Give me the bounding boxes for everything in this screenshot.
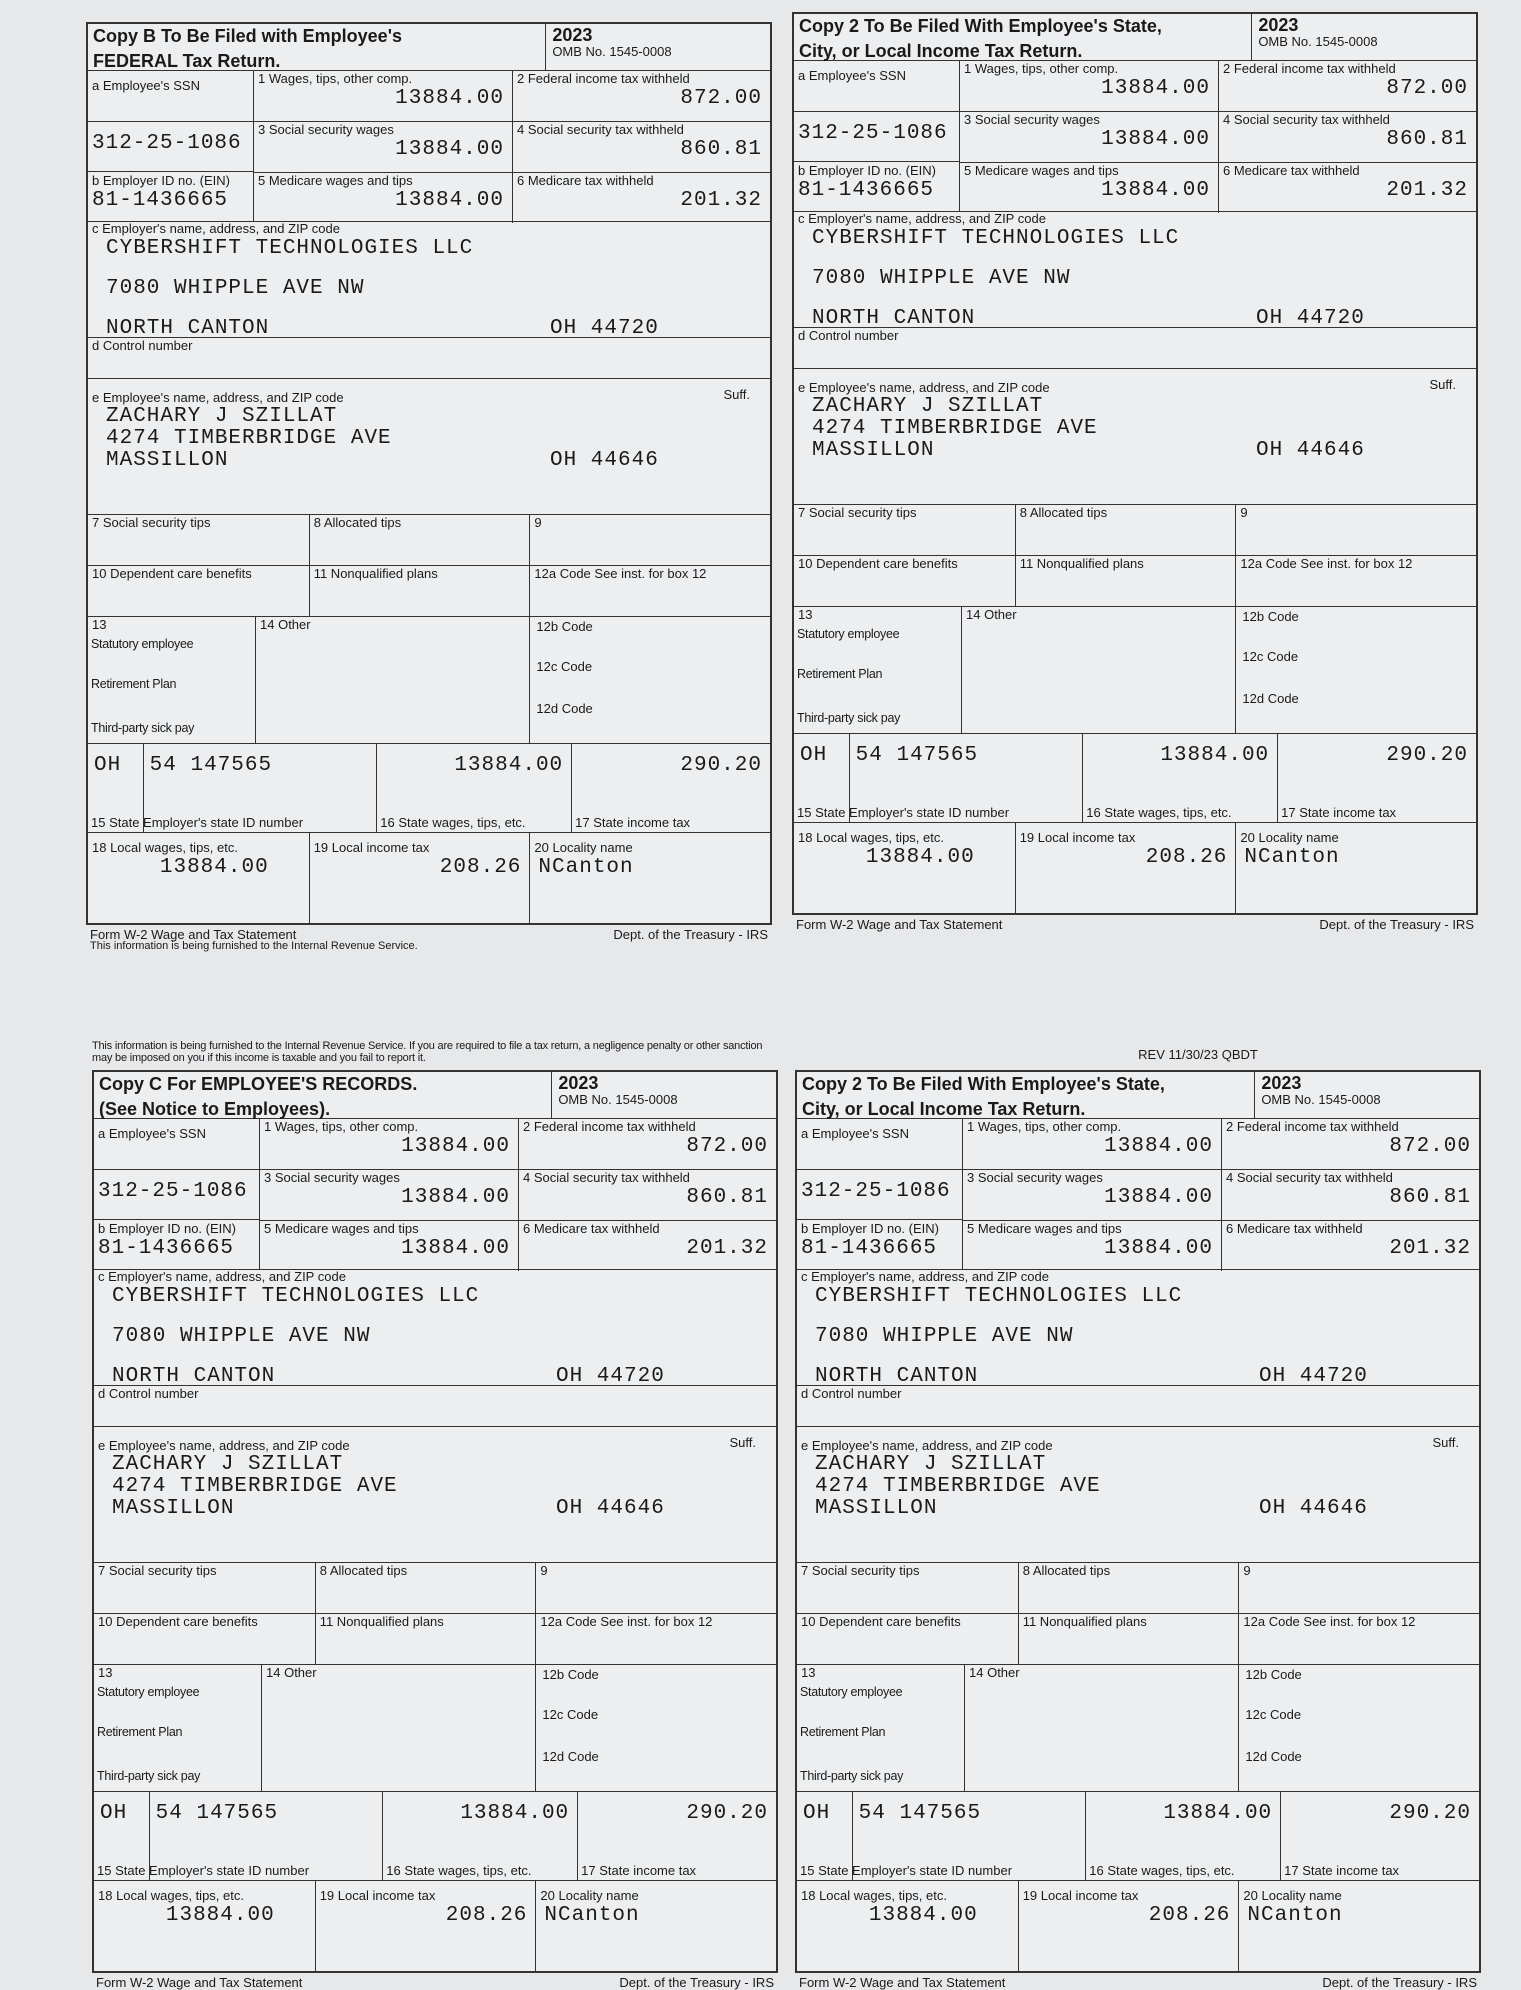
box12b-label: 12b Code bbox=[536, 619, 593, 634]
employee-street: 4274 TIMBERBRIDGE AVE bbox=[815, 1475, 1101, 1498]
employee-city: MASSILLON bbox=[812, 439, 935, 462]
form-header bbox=[797, 1072, 1479, 1118]
state-wages-value: 13884.00 bbox=[1163, 1802, 1273, 1825]
box3-label: 3 Social security wages bbox=[964, 112, 1100, 127]
ssn-label: a Employee's SSN bbox=[798, 68, 906, 83]
copy-title: Copy C For EMPLOYEE'S RECORDS. bbox=[99, 1074, 418, 1094]
box6-label: 6 Medicare tax withheld bbox=[1226, 1221, 1363, 1236]
box4-value: 860.81 bbox=[680, 138, 762, 161]
tax-year: 2023 bbox=[1258, 15, 1299, 35]
box19-label: 19 Local income tax bbox=[319, 1888, 436, 1903]
box15-label: 15 State Employer's state ID number bbox=[97, 1863, 310, 1878]
box6-value: 201.32 bbox=[1389, 1237, 1471, 1260]
employee-city: MASSILLON bbox=[112, 1497, 235, 1520]
ein-label: b Employer ID no. (EIN) bbox=[92, 173, 230, 188]
box1-value: 13884.00 bbox=[395, 87, 504, 110]
box2-value: 872.00 bbox=[1386, 77, 1468, 100]
box12d-label: 12d Code bbox=[536, 701, 593, 716]
box2-label: 2 Federal income tax withheld bbox=[1223, 61, 1396, 76]
employee-label: e Employee's name, address, and ZIP code bbox=[801, 1438, 1053, 1453]
box14-label: 14 Other bbox=[266, 1665, 317, 1680]
ein-value: 81-1436665 bbox=[92, 189, 229, 212]
statutory-employee-label: Statutory employee bbox=[91, 637, 194, 651]
w2-copy-b bbox=[86, 22, 772, 952]
employee-name: ZACHARY J SZILLAT bbox=[106, 405, 338, 428]
box4-value: 860.81 bbox=[686, 1186, 768, 1209]
box20-label: 20 Locality name bbox=[534, 840, 633, 855]
employee-city: MASSILLON bbox=[106, 449, 229, 472]
box13-label: 13 bbox=[801, 1665, 816, 1680]
copy-title: Copy 2 To Be Filed With Employee's State, bbox=[802, 1074, 1165, 1094]
retirement-plan-label: Retirement Plan bbox=[91, 677, 177, 691]
retirement-plan-label: Retirement Plan bbox=[797, 667, 883, 681]
box10-label: 10 Dependent care benefits bbox=[92, 566, 252, 581]
box9-label: 9 bbox=[1243, 1563, 1251, 1578]
treasury-label: Dept. of the Treasury - IRS bbox=[1322, 1975, 1477, 1990]
control-number-label: d Control number bbox=[801, 1386, 902, 1401]
statutory-employee-label: Statutory employee bbox=[97, 1685, 200, 1699]
box8-label: 8 Allocated tips bbox=[1022, 1563, 1111, 1578]
box6-label: 6 Medicare tax withheld bbox=[1223, 163, 1360, 178]
box12d-label: 12d Code bbox=[1242, 691, 1299, 706]
employee-state-zip: OH 44646 bbox=[1259, 1497, 1368, 1520]
box11-label: 11 Nonqualified plans bbox=[313, 566, 438, 581]
omb-number: OMB No. 1545-0008 bbox=[558, 1092, 678, 1107]
locality-value: NCanton bbox=[1247, 1904, 1343, 1927]
box20-label: 20 Locality name bbox=[1240, 830, 1339, 845]
box7-label: 7 Social security tips bbox=[92, 515, 211, 530]
box9-label: 9 bbox=[540, 1563, 548, 1578]
form-footer bbox=[92, 1973, 778, 1989]
box1-value: 13884.00 bbox=[401, 1135, 510, 1158]
employer-box bbox=[88, 221, 770, 340]
employee-name: ZACHARY J SZILLAT bbox=[112, 1453, 344, 1476]
state-id-value: 54 147565 bbox=[149, 754, 273, 777]
box7-label: 7 Social security tips bbox=[98, 1563, 217, 1578]
revision-note: REV 11/30/23 QBDT bbox=[1138, 1047, 1258, 1062]
box10-label: 10 Dependent care benefits bbox=[798, 556, 958, 571]
employee-name: ZACHARY J SZILLAT bbox=[812, 395, 1044, 418]
employee-label: e Employee's name, address, and ZIP code bbox=[98, 1438, 350, 1453]
w2-form bbox=[92, 1070, 778, 1973]
employee-street: 4274 TIMBERBRIDGE AVE bbox=[106, 427, 392, 450]
box1-label: 1 Wages, tips, other comp. bbox=[967, 1119, 1122, 1134]
box4-label: 4 Social security tax withheld bbox=[517, 122, 684, 137]
local-wages-value: 13884.00 bbox=[165, 1904, 275, 1927]
omb-number: OMB No. 1545-0008 bbox=[552, 44, 672, 59]
third-party-sick-pay-label: Third-party sick pay bbox=[800, 1769, 904, 1783]
box12a-label: 12a Code See inst. for box 12 bbox=[540, 1614, 713, 1629]
box4-label: 4 Social security tax withheld bbox=[1226, 1170, 1393, 1185]
copy-title: Copy B To Be Filed with Employee's bbox=[93, 26, 402, 46]
state-tax-value: 290.20 bbox=[686, 1802, 768, 1825]
form-header bbox=[88, 24, 770, 70]
box14-label: 14 Other bbox=[966, 607, 1017, 622]
form-name: Form W-2 Wage and Tax Statement bbox=[90, 927, 297, 942]
third-party-sick-pay-label: Third-party sick pay bbox=[91, 721, 195, 735]
form-footer bbox=[792, 915, 1478, 931]
box12c-label: 12c Code bbox=[542, 1707, 599, 1722]
box3-label: 3 Social security wages bbox=[967, 1170, 1103, 1185]
employer-label: c Employer's name, address, and ZIP code bbox=[98, 1269, 346, 1284]
ssn-value: 312-25-1086 bbox=[92, 132, 242, 155]
box12a-label: 12a Code See inst. for box 12 bbox=[1240, 556, 1413, 571]
box13-label: 13 bbox=[98, 1665, 113, 1680]
box12c-label: 12c Code bbox=[536, 659, 593, 674]
box4-value: 860.81 bbox=[1389, 1186, 1471, 1209]
box18-label: 18 Local wages, tips, etc. bbox=[92, 840, 238, 855]
ein-label: b Employer ID no. (EIN) bbox=[98, 1221, 236, 1236]
local-wages-value: 13884.00 bbox=[868, 1904, 978, 1927]
employee-state-zip: OH 44646 bbox=[556, 1497, 665, 1520]
ssn-value: 312-25-1086 bbox=[798, 122, 948, 145]
w2-copy-2-top bbox=[792, 12, 1478, 931]
box18-label: 18 Local wages, tips, etc. bbox=[98, 1888, 244, 1903]
box4-label: 4 Social security tax withheld bbox=[1223, 112, 1390, 127]
box9-label: 9 bbox=[534, 515, 542, 530]
w2-form bbox=[792, 12, 1478, 915]
box5-label: 5 Medicare wages and tips bbox=[964, 163, 1119, 178]
employer-city: NORTH CANTON bbox=[106, 317, 270, 340]
employer-label: c Employer's name, address, and ZIP code bbox=[92, 221, 340, 236]
box5-value: 13884.00 bbox=[395, 189, 504, 212]
box17-label: 17 State income tax bbox=[1284, 1863, 1400, 1878]
employee-name: ZACHARY J SZILLAT bbox=[815, 1453, 1047, 1476]
box1-label: 1 Wages, tips, other comp. bbox=[264, 1119, 419, 1134]
box2-value: 872.00 bbox=[680, 87, 762, 110]
box2-label: 2 Federal income tax withheld bbox=[1226, 1119, 1399, 1134]
box12c-label: 12c Code bbox=[1242, 649, 1299, 664]
box20-label: 20 Locality name bbox=[540, 1888, 639, 1903]
treasury-label: Dept. of the Treasury - IRS bbox=[1319, 917, 1474, 932]
ein-value: 81-1436665 bbox=[801, 1237, 938, 1260]
box15-label: 15 State Employer's state ID number bbox=[91, 815, 304, 830]
employer-state-zip: OH 44720 bbox=[1256, 307, 1365, 330]
box19-label: 19 Local income tax bbox=[1022, 1888, 1139, 1903]
box6-label: 6 Medicare tax withheld bbox=[523, 1221, 660, 1236]
ssn-value: 312-25-1086 bbox=[801, 1180, 951, 1203]
box11-label: 11 Nonqualified plans bbox=[1022, 1614, 1147, 1629]
control-number-label: d Control number bbox=[92, 338, 193, 353]
employer-street: 7080 WHIPPLE AVE NW bbox=[112, 1325, 371, 1348]
omb-number: OMB No. 1545-0008 bbox=[1258, 34, 1378, 49]
irs-notice-line: This information is being furnished to the Internal Revenue Service. bbox=[90, 940, 418, 952]
state-tax-value: 290.20 bbox=[1389, 1802, 1471, 1825]
state-value: OH bbox=[94, 754, 122, 777]
box16-label: 16 State wages, tips, etc. bbox=[1089, 1863, 1235, 1878]
box6-value: 201.32 bbox=[686, 1237, 768, 1260]
box12b-label: 12b Code bbox=[542, 1667, 599, 1682]
employer-name: CYBERSHIFT TECHNOLOGIES LLC bbox=[815, 1285, 1183, 1308]
box10-label: 10 Dependent care benefits bbox=[801, 1614, 961, 1629]
employer-street: 7080 WHIPPLE AVE NW bbox=[106, 277, 365, 300]
control-number-label: d Control number bbox=[98, 1386, 199, 1401]
control-number-label: d Control number bbox=[798, 328, 899, 343]
box4-value: 860.81 bbox=[1386, 128, 1468, 151]
state-id-value: 54 147565 bbox=[155, 1802, 279, 1825]
box11-label: 11 Nonqualified plans bbox=[319, 1614, 444, 1629]
statutory-employee-label: Statutory employee bbox=[797, 627, 900, 641]
state-value: OH bbox=[100, 1802, 128, 1825]
box17-label: 17 State income tax bbox=[575, 815, 691, 830]
local-tax-value: 208.26 bbox=[1148, 1904, 1231, 1927]
state-wages-value: 13884.00 bbox=[460, 1802, 570, 1825]
locality-value: NCanton bbox=[538, 856, 634, 879]
box5-label: 5 Medicare wages and tips bbox=[258, 173, 413, 188]
employer-label: c Employer's name, address, and ZIP code bbox=[801, 1269, 1049, 1284]
ein-value: 81-1436665 bbox=[98, 1237, 235, 1260]
w2-copy-c bbox=[92, 1040, 778, 1989]
employee-state-zip: OH 44646 bbox=[550, 449, 659, 472]
w2-form bbox=[795, 1070, 1481, 1973]
suffix-label: Suff. bbox=[729, 1435, 756, 1450]
tax-year: 2023 bbox=[558, 1073, 599, 1093]
copy-subtitle: (See Notice to Employees). bbox=[99, 1099, 331, 1119]
box12b-label: 12b Code bbox=[1242, 609, 1299, 624]
ssn-label: a Employee's SSN bbox=[98, 1126, 206, 1141]
box10-label: 10 Dependent care benefits bbox=[98, 1614, 258, 1629]
treasury-label: Dept. of the Treasury - IRS bbox=[613, 927, 768, 942]
box2-value: 872.00 bbox=[1389, 1135, 1471, 1158]
third-party-sick-pay-label: Third-party sick pay bbox=[97, 1769, 201, 1783]
box2-label: 2 Federal income tax withheld bbox=[517, 71, 690, 86]
box15-label: 15 State Employer's state ID number bbox=[800, 1863, 1013, 1878]
box8-label: 8 Allocated tips bbox=[319, 1563, 408, 1578]
box17-label: 17 State income tax bbox=[1281, 805, 1397, 820]
employer-box bbox=[794, 211, 1476, 330]
employer-box bbox=[94, 1269, 776, 1388]
form-name: Form W-2 Wage and Tax Statement bbox=[796, 917, 1003, 932]
box11-label: 11 Nonqualified plans bbox=[1019, 556, 1144, 571]
employee-state-zip: OH 44646 bbox=[1256, 439, 1365, 462]
local-tax-value: 208.26 bbox=[1145, 846, 1228, 869]
ssn-value: 312-25-1086 bbox=[98, 1180, 248, 1203]
local-tax-value: 208.26 bbox=[439, 856, 522, 879]
employer-city: NORTH CANTON bbox=[112, 1365, 276, 1388]
local-tax-value: 208.26 bbox=[445, 1904, 528, 1927]
employee-box bbox=[88, 379, 770, 514]
employee-label: e Employee's name, address, and ZIP code bbox=[798, 380, 1050, 395]
box7-label: 7 Social security tips bbox=[801, 1563, 920, 1578]
employee-label: e Employee's name, address, and ZIP code bbox=[92, 390, 344, 405]
box12d-label: 12d Code bbox=[1245, 1749, 1302, 1764]
treasury-label: Dept. of the Treasury - IRS bbox=[619, 1975, 774, 1990]
state-value: OH bbox=[800, 744, 828, 767]
form-footer bbox=[86, 925, 772, 952]
box14-label: 14 Other bbox=[969, 1665, 1020, 1680]
suffix-label: Suff. bbox=[1429, 377, 1456, 392]
box1-label: 1 Wages, tips, other comp. bbox=[258, 71, 413, 86]
employer-label: c Employer's name, address, and ZIP code bbox=[798, 211, 1046, 226]
state-tax-value: 290.20 bbox=[1386, 744, 1468, 767]
box3-label: 3 Social security wages bbox=[264, 1170, 400, 1185]
box16-label: 16 State wages, tips, etc. bbox=[380, 815, 526, 830]
box1-label: 1 Wages, tips, other comp. bbox=[964, 61, 1119, 76]
box3-value: 13884.00 bbox=[1101, 128, 1210, 151]
box1-value: 13884.00 bbox=[1101, 77, 1210, 100]
box13-label: 13 bbox=[798, 607, 813, 622]
box15-label: 15 State Employer's state ID number bbox=[797, 805, 1010, 820]
employee-street: 4274 TIMBERBRIDGE AVE bbox=[112, 1475, 398, 1498]
employer-state-zip: OH 44720 bbox=[556, 1365, 665, 1388]
local-wages-value: 13884.00 bbox=[159, 856, 269, 879]
employer-street: 7080 WHIPPLE AVE NW bbox=[815, 1325, 1074, 1348]
employee-box bbox=[794, 369, 1476, 504]
employer-street: 7080 WHIPPLE AVE NW bbox=[812, 267, 1071, 290]
employer-state-zip: OH 44720 bbox=[550, 317, 659, 340]
ssn-label: a Employee's SSN bbox=[92, 78, 200, 93]
box19-label: 19 Local income tax bbox=[1019, 830, 1136, 845]
suffix-label: Suff. bbox=[723, 387, 750, 402]
employee-city: MASSILLON bbox=[815, 1497, 938, 1520]
employer-city: NORTH CANTON bbox=[815, 1365, 979, 1388]
employer-name: CYBERSHIFT TECHNOLOGIES LLC bbox=[106, 237, 474, 260]
box19-label: 19 Local income tax bbox=[313, 840, 430, 855]
employer-state-zip: OH 44720 bbox=[1259, 1365, 1368, 1388]
retirement-plan-label: Retirement Plan bbox=[800, 1725, 886, 1739]
box2-value: 872.00 bbox=[686, 1135, 768, 1158]
employer-name: CYBERSHIFT TECHNOLOGIES LLC bbox=[812, 227, 1180, 250]
box6-label: 6 Medicare tax withheld bbox=[517, 173, 654, 188]
copy-subtitle: City, or Local Income Tax Return. bbox=[802, 1099, 1086, 1119]
negligence-notice: This information is being furnished to the Internal Revenue Service. If you are required to file a tax return, a negligence penalty or other sanction may be imposed on you if this income is taxable and you fail to report it. bbox=[92, 1040, 763, 1064]
box12d-label: 12d Code bbox=[542, 1749, 599, 1764]
ein-value: 81-1436665 bbox=[798, 179, 935, 202]
ein-label: b Employer ID no. (EIN) bbox=[801, 1221, 939, 1236]
suffix-label: Suff. bbox=[1432, 1435, 1459, 1450]
box6-value: 201.32 bbox=[680, 189, 762, 212]
w2-form bbox=[86, 22, 772, 925]
tax-year: 2023 bbox=[552, 25, 593, 45]
state-wages-value: 13884.00 bbox=[454, 754, 564, 777]
box18-label: 18 Local wages, tips, etc. bbox=[801, 1888, 947, 1903]
box3-value: 13884.00 bbox=[1104, 1186, 1213, 1209]
box8-label: 8 Allocated tips bbox=[313, 515, 402, 530]
omb-number: OMB No. 1545-0008 bbox=[1261, 1092, 1381, 1107]
employee-street: 4274 TIMBERBRIDGE AVE bbox=[812, 417, 1098, 440]
box12b-label: 12b Code bbox=[1245, 1667, 1302, 1682]
box17-label: 17 State income tax bbox=[581, 1863, 697, 1878]
tax-year: 2023 bbox=[1261, 1073, 1302, 1093]
box20-label: 20 Locality name bbox=[1243, 1888, 1342, 1903]
employer-city: NORTH CANTON bbox=[812, 307, 976, 330]
state-id-value: 54 147565 bbox=[855, 744, 979, 767]
box13-label: 13 bbox=[92, 617, 107, 632]
copy-title: Copy 2 To Be Filed With Employee's State, bbox=[799, 16, 1162, 36]
third-party-sick-pay-label: Third-party sick pay bbox=[797, 711, 901, 725]
form-header bbox=[94, 1072, 776, 1118]
form-name: Form W-2 Wage and Tax Statement bbox=[799, 1975, 1006, 1990]
form-footer bbox=[795, 1973, 1481, 1989]
form-name: Form W-2 Wage and Tax Statement bbox=[96, 1975, 303, 1990]
state-id-value: 54 147565 bbox=[858, 1802, 982, 1825]
box5-label: 5 Medicare wages and tips bbox=[967, 1221, 1122, 1236]
box5-label: 5 Medicare wages and tips bbox=[264, 1221, 419, 1236]
employer-name: CYBERSHIFT TECHNOLOGIES LLC bbox=[112, 1285, 480, 1308]
local-wages-value: 13884.00 bbox=[865, 846, 975, 869]
state-tax-value: 290.20 bbox=[680, 754, 762, 777]
box1-value: 13884.00 bbox=[1104, 1135, 1213, 1158]
ssn-label: a Employee's SSN bbox=[801, 1126, 909, 1141]
form-header bbox=[794, 14, 1476, 60]
box5-value: 13884.00 bbox=[401, 1237, 510, 1260]
box9-label: 9 bbox=[1240, 505, 1248, 520]
box5-value: 13884.00 bbox=[1101, 179, 1210, 202]
state-value: OH bbox=[803, 1802, 831, 1825]
box6-value: 201.32 bbox=[1386, 179, 1468, 202]
employer-box bbox=[797, 1269, 1479, 1388]
w2-copy-2-bottom bbox=[795, 1040, 1481, 1989]
box3-label: 3 Social security wages bbox=[258, 122, 394, 137]
box8-label: 8 Allocated tips bbox=[1019, 505, 1108, 520]
box4-label: 4 Social security tax withheld bbox=[523, 1170, 690, 1185]
box3-value: 13884.00 bbox=[401, 1186, 510, 1209]
statutory-employee-label: Statutory employee bbox=[800, 1685, 903, 1699]
locality-value: NCanton bbox=[544, 1904, 640, 1927]
box16-label: 16 State wages, tips, etc. bbox=[386, 1863, 532, 1878]
box12a-label: 12a Code See inst. for box 12 bbox=[1243, 1614, 1416, 1629]
retirement-plan-label: Retirement Plan bbox=[97, 1725, 183, 1739]
copy-subtitle: FEDERAL Tax Return. bbox=[93, 51, 281, 71]
employee-box bbox=[94, 1427, 776, 1562]
box12c-label: 12c Code bbox=[1245, 1707, 1302, 1722]
ein-label: b Employer ID no. (EIN) bbox=[798, 163, 936, 178]
copy-subtitle: City, or Local Income Tax Return. bbox=[799, 41, 1083, 61]
box12a-label: 12a Code See inst. for box 12 bbox=[534, 566, 707, 581]
state-wages-value: 13884.00 bbox=[1160, 744, 1270, 767]
box3-value: 13884.00 bbox=[395, 138, 504, 161]
box5-value: 13884.00 bbox=[1104, 1237, 1213, 1260]
box14-label: 14 Other bbox=[260, 617, 311, 632]
locality-value: NCanton bbox=[1244, 846, 1340, 869]
box7-label: 7 Social security tips bbox=[798, 505, 917, 520]
box2-label: 2 Federal income tax withheld bbox=[523, 1119, 696, 1134]
box16-label: 16 State wages, tips, etc. bbox=[1086, 805, 1232, 820]
box18-label: 18 Local wages, tips, etc. bbox=[798, 830, 944, 845]
employee-box bbox=[797, 1427, 1479, 1562]
